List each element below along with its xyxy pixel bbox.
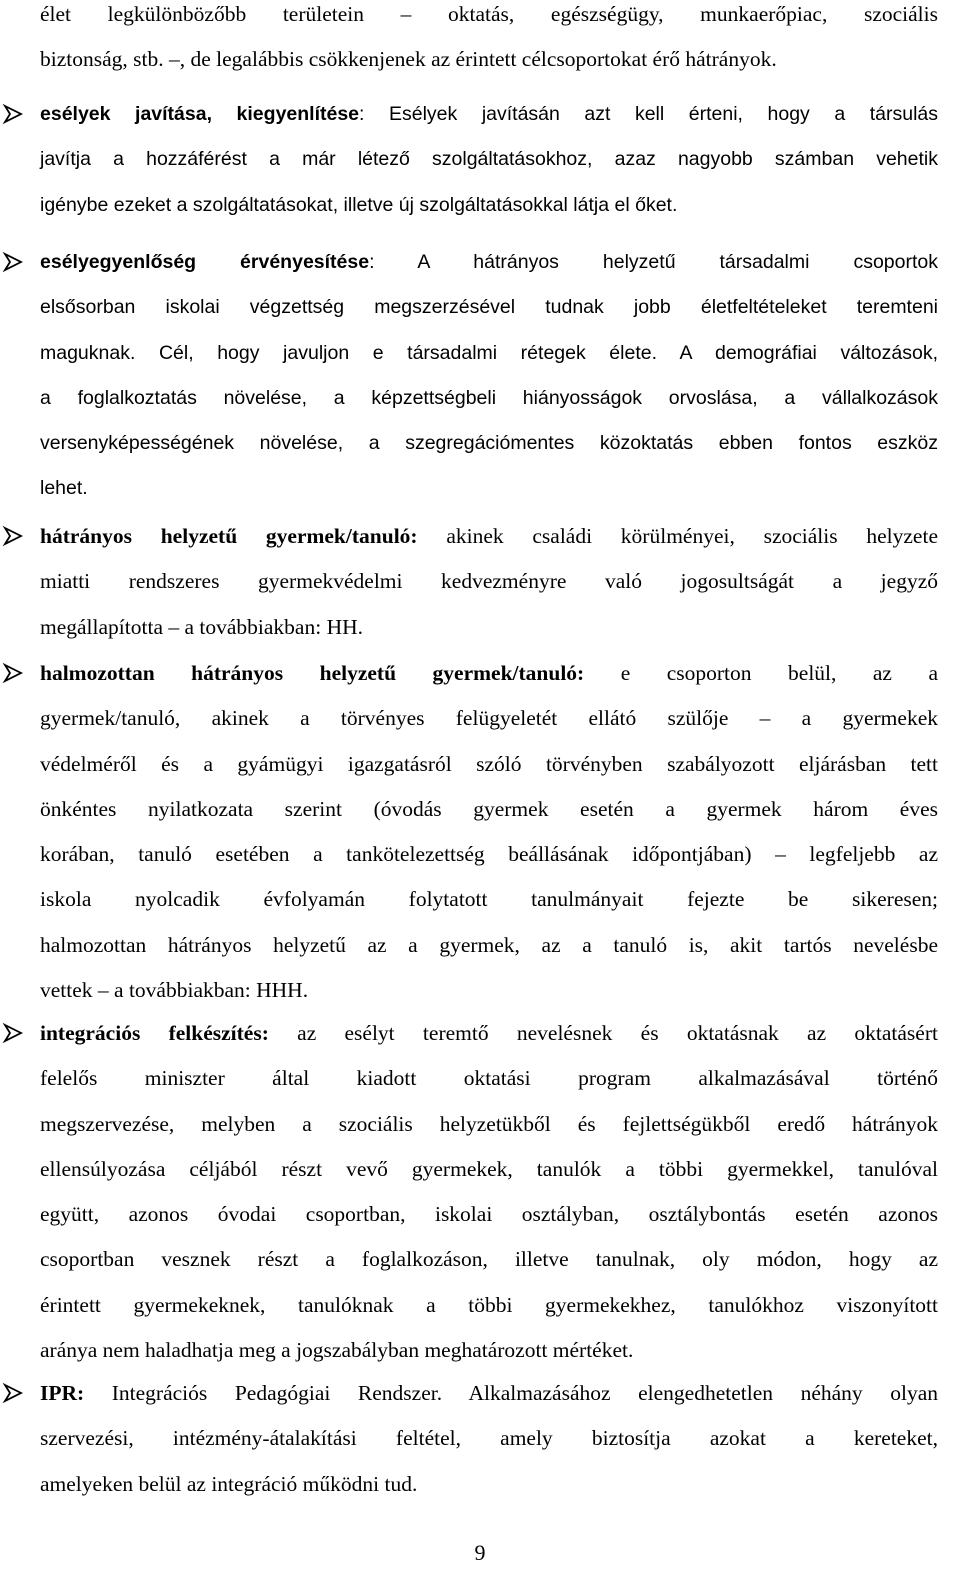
- definition-line: korában, tanuló esetében a tankötelezettség beállásának időpontjában) – legfeljebb az: [40, 842, 938, 867]
- arrow-bullet-icon: [2, 662, 28, 688]
- definition-line: önkéntes nyilatkozata szerint (óvodás gyermek esetén a gyermek három éves: [40, 796, 938, 821]
- definition-line: Integrációs Pedagógiai Rendszer. Alkalmazásához elengedhetetlen néhány olyan: [84, 1381, 938, 1405]
- definition-line: szervezési, intézmény-átalakítási feltétel, amely biztosítja azokat a kereteket,: [40, 1426, 938, 1451]
- definition-line: iskola nyolcadik évfolyamán folytatott tanulmányait fejezte be sikeresen;: [40, 887, 938, 912]
- definition-text: [40, 92, 938, 228]
- definition-line: maguknak. Cél, hogy javuljon e társadalmi rétegek élete. A demográfiai változások,: [40, 341, 938, 364]
- definition-line: akinek családi körülményei, szociális helyzete: [417, 524, 938, 548]
- definition-line: : Esélyek javításán azt kell érteni, hogy a társulás: [359, 103, 938, 125]
- definition-text: [40, 240, 938, 512]
- definition-line: felelős miniszter által kiadott oktatási program alkalmazásával történő: [40, 1066, 938, 1091]
- definition-line: e csoporton belül, az a: [584, 661, 938, 685]
- definition-line: érintett gyermekeknek, tanulóknak a többi gyermekekhez, tanulókhoz viszonyított: [40, 1292, 938, 1317]
- definition-line: javítja a hozzáférést a már létező szolgáltatásokhoz, azaz nagyobb számban vehetik: [40, 148, 938, 171]
- definition-text: [40, 1011, 938, 1373]
- definition-line: amelyeken belül az integráció működni tud.: [40, 1471, 418, 1496]
- definition-line: megállapította – a továbbiakban: HH.: [40, 614, 364, 639]
- definition-first-line: [40, 514, 938, 559]
- definition-text: [40, 514, 938, 650]
- arrow-bullet-icon: [2, 1382, 28, 1408]
- definition-text: [40, 651, 938, 1013]
- definition-line: ellensúlyozása céljából részt vevő gyermekek, tanulók a többi gyermekkel, tanulóval: [40, 1156, 938, 1181]
- arrow-bullet-icon: [2, 1022, 28, 1048]
- definition-line: versenyképességének növelése, a szegregációmentes közoktatás ebben fontos eszköz: [40, 432, 938, 455]
- definition-line: vettek – a továbbiakban: HHH.: [40, 978, 309, 1003]
- definition-line: megszervezése, melyben a szociális helyzetükből és fejlettségükből eredő hátrányok: [40, 1111, 938, 1136]
- definition-text: [40, 1371, 938, 1507]
- definition-first-line: [40, 240, 938, 285]
- definition-first-line: [40, 651, 938, 696]
- intro-paragraph: [40, 0, 938, 83]
- definition-line: a foglalkoztatás növelése, a képzettségbeli hiányosságok orvoslása, a vállalkozások: [40, 386, 938, 409]
- arrow-bullet-icon: [2, 103, 28, 129]
- definition-first-line: [40, 1011, 938, 1056]
- definition-line: lehet.: [40, 477, 88, 500]
- definition-term: integrációs felkészítés:: [40, 1021, 269, 1045]
- definition-line: : A hátrányos helyzetű társadalmi csoportok: [369, 251, 938, 273]
- definition-term: esélyegyenlőség érvényesítése: [40, 251, 370, 273]
- definition-term: esélyek javítása, kiegyenlítése: [40, 103, 360, 125]
- definition-first-line: [40, 1371, 938, 1416]
- definition-term: IPR:: [40, 1381, 85, 1405]
- definition-line: igénybe ezeket a szolgáltatásokat, illetve új szolgáltatásokkal látja el őket.: [40, 193, 678, 216]
- intro-line: élet legkülönbözőbb területein – oktatás, egészségügy, munkaerőpiac, szociális: [40, 2, 938, 26]
- arrow-bullet-icon: [2, 525, 28, 551]
- definition-line: halmozottan hátrányos helyzetű az a gyermek, az a tanuló is, akit tartós nevelésbe: [40, 932, 938, 957]
- definition-line: gyermek/tanuló, akinek a törvényes felügyeletét ellátó szülője – a gyermekek: [40, 706, 938, 731]
- definition-term: hátrányos helyzetű gyermek/tanuló:: [40, 524, 418, 548]
- definition-line: csoportban vesznek részt a foglalkozáson, illetve tanulnak, oly módon, hogy az: [40, 1247, 938, 1272]
- definition-first-line: [40, 92, 938, 137]
- definition-line: miatti rendszeres gyermekvédelmi kedvezményre való jogosultságát a jegyző: [40, 569, 938, 594]
- definition-term: halmozottan hátrányos helyzetű gyermek/tanuló:: [40, 661, 585, 685]
- definition-line: az esélyt teremtő nevelésnek és oktatásnak az oktatásért: [268, 1021, 938, 1045]
- page-number: 9: [474, 1540, 486, 1565]
- definition-line: védelméről és a gyámügyi igazgatásról szóló törvényben szabályozott eljárásban tett: [40, 751, 938, 776]
- arrow-bullet-icon: [2, 251, 28, 277]
- definition-line: együtt, azonos óvodai csoportban, iskolai osztályban, osztálybontás esetén azonos: [40, 1202, 938, 1227]
- definition-line: elsősorban iskolai végzettség megszerzésével tudnak jobb életfeltételeket teremteni: [40, 296, 938, 319]
- intro-line: biztonság, stb. –, de legalábbis csökkenjenek az érintett célcsoportokat érő hátrányok.: [40, 47, 777, 72]
- definition-line: aránya nem haladhatja meg a jogszabályban meghatározott mértéket.: [40, 1338, 634, 1363]
